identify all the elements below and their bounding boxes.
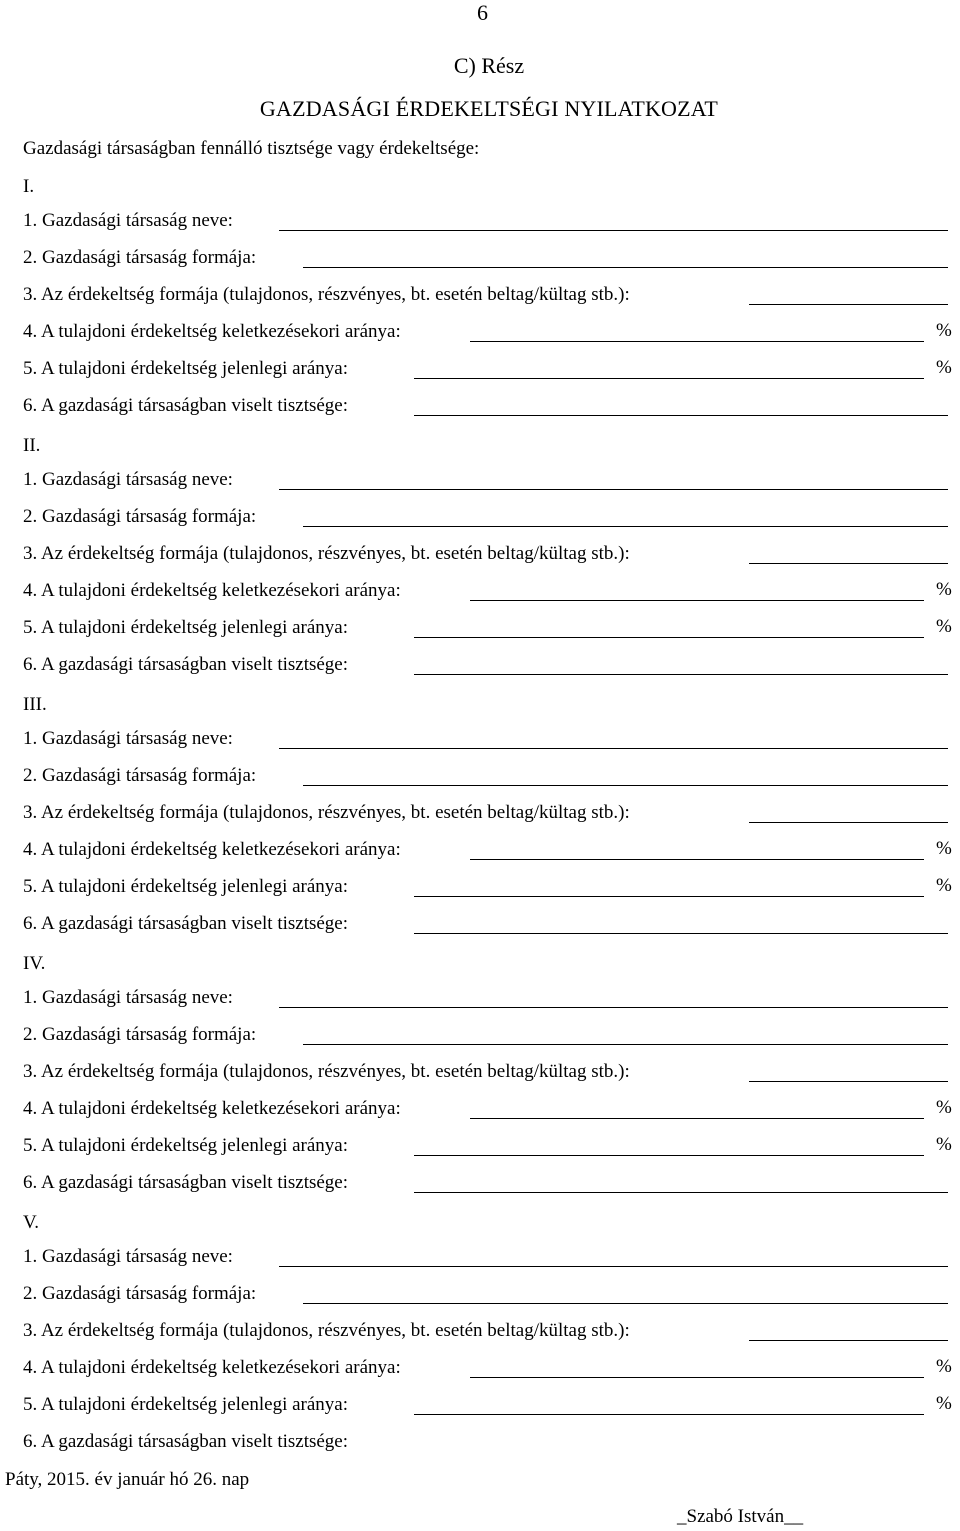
field-label: 3. Az érdekeltség formája (tulajdonos, részvényes, bt. esetén beltag/kültag stb.): [23,1061,630,1082]
section-heading: IV. [23,953,46,974]
fill-in-line[interactable] [279,1007,948,1008]
fill-in-line[interactable] [470,1377,924,1378]
signature: _Szabó István__ [677,1506,804,1527]
fill-in-line[interactable] [279,489,948,490]
field-label: 6. A gazdasági társaságban viselt tisztsége: [23,654,349,675]
fill-in-line[interactable] [749,1340,948,1341]
field-label: 6. A gazdasági társaságban viselt tisztsége: [23,1172,349,1193]
field-label: 2. Gazdasági társaság formája: [23,1283,257,1304]
percent-sign: % [936,616,952,637]
fill-in-line[interactable] [279,748,948,749]
field-label: 6. A gazdasági társaságban viselt tisztsége: [23,913,349,934]
field-label: 1. Gazdasági társaság neve: [23,469,233,490]
percent-sign: % [936,1393,952,1414]
field-label: 3. Az érdekeltség formája (tulajdonos, részvényes, bt. esetén beltag/kültag stb.): [23,802,630,823]
field-label: 2. Gazdasági társaság formája: [23,765,257,786]
percent-sign: % [936,320,952,341]
field-label: 5. A tulajdoni érdekeltség jelenlegi aránya: [23,876,349,897]
field-label: 4. A tulajdoni érdekeltség keletkezésekori aránya: [23,1357,401,1378]
document-title: GAZDASÁGI ÉRDEKELTSÉGI NYILATKOZAT [259,96,719,121]
fill-in-line[interactable] [303,526,948,527]
field-label: 1. Gazdasági társaság neve: [23,728,233,749]
fill-in-line[interactable] [414,674,948,675]
field-label: 4. A tulajdoni érdekeltség keletkezésekori aránya: [23,1098,401,1119]
fill-in-line[interactable] [749,1081,948,1082]
section-heading: V. [23,1212,40,1233]
fill-in-line[interactable] [279,1266,948,1267]
fill-in-line[interactable] [414,896,924,897]
place-date: Páty, 2015. év január hó 26. nap [5,1469,250,1490]
fill-in-line[interactable] [470,600,924,601]
percent-sign: % [936,357,952,378]
part-title: C) Rész [453,53,525,78]
fill-in-line[interactable] [414,378,924,379]
percent-sign: % [936,838,952,859]
fill-in-line[interactable] [414,1192,948,1193]
fill-in-line[interactable] [470,341,924,342]
percent-sign: % [936,1356,952,1377]
field-label: 3. Az érdekeltség formája (tulajdonos, részvényes, bt. esetén beltag/kültag stb.): [23,1320,630,1341]
fill-in-line[interactable] [414,933,948,934]
fill-in-line[interactable] [303,1044,948,1045]
percent-sign: % [936,579,952,600]
fill-in-line[interactable] [749,563,948,564]
field-label: 5. A tulajdoni érdekeltség jelenlegi aránya: [23,1394,349,1415]
section-heading: III. [23,694,47,715]
fill-in-line[interactable] [749,304,948,305]
fill-in-line[interactable] [414,1155,924,1156]
fill-in-line[interactable] [414,637,924,638]
field-label: 5. A tulajdoni érdekeltség jelenlegi aránya: [23,1135,349,1156]
section-heading: II. [23,435,41,456]
percent-sign: % [936,875,952,896]
fill-in-line[interactable] [303,785,948,786]
field-label: 4. A tulajdoni érdekeltség keletkezésekori aránya: [23,321,401,342]
percent-sign: % [936,1134,952,1155]
field-label: 6. A gazdasági társaságban viselt tisztsége: [23,1431,349,1452]
field-label: 2. Gazdasági társaság formája: [23,1024,257,1045]
fill-in-line[interactable] [303,1303,948,1304]
field-label: 5. A tulajdoni érdekeltség jelenlegi aránya: [23,358,349,379]
intro-text: Gazdasági társaságban fennálló tisztsége vagy érdekeltsége: [23,138,480,159]
field-label: 4. A tulajdoni érdekeltség keletkezésekori aránya: [23,580,401,601]
fill-in-line[interactable] [303,267,948,268]
field-label: 1. Gazdasági társaság neve: [23,210,233,231]
field-label: 6. A gazdasági társaságban viselt tisztsége: [23,395,349,416]
field-label: 5. A tulajdoni érdekeltség jelenlegi aránya: [23,617,349,638]
page-number: 6 [477,0,488,25]
fill-in-line[interactable] [470,1118,924,1119]
section-heading: I. [23,176,35,197]
field-label: 1. Gazdasági társaság neve: [23,987,233,1008]
field-label: 3. Az érdekeltség formája (tulajdonos, részvényes, bt. esetén beltag/kültag stb.): [23,284,630,305]
fill-in-line[interactable] [414,415,948,416]
field-label: 1. Gazdasági társaság neve: [23,1246,233,1267]
field-label: 2. Gazdasági társaság formája: [23,247,257,268]
fill-in-line[interactable] [470,859,924,860]
field-label: 3. Az érdekeltség formája (tulajdonos, részvényes, bt. esetén beltag/kültag stb.): [23,543,630,564]
fill-in-line[interactable] [414,1414,924,1415]
field-label: 2. Gazdasági társaság formája: [23,506,257,527]
fill-in-line[interactable] [749,822,948,823]
field-label: 4. A tulajdoni érdekeltség keletkezésekori aránya: [23,839,401,860]
percent-sign: % [936,1097,952,1118]
fill-in-line[interactable] [279,230,948,231]
